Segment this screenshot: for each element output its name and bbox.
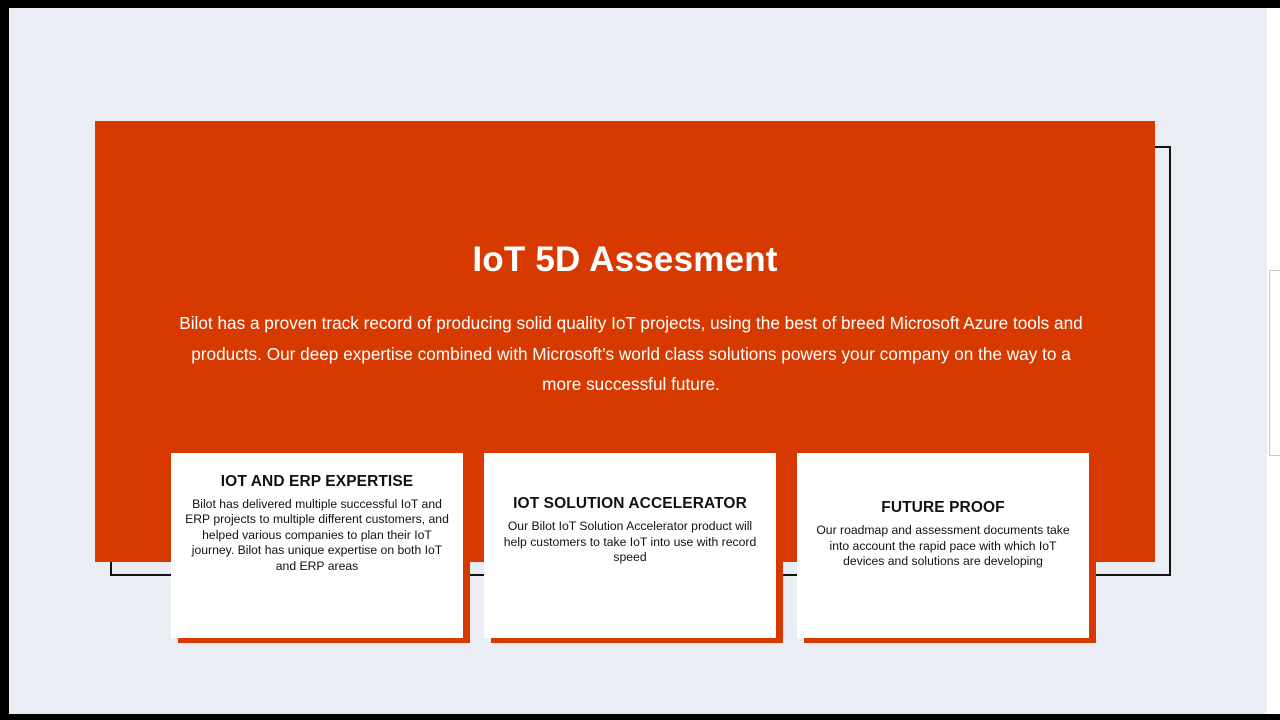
card-text: Bilot has delivered multiple successful IoT and ERP projects to multiple different customers, and helped various companies to plan their IoT journey. Bilot has unique expertise on both IoT and ERP areas bbox=[185, 496, 449, 573]
page-section bbox=[9, 8, 1267, 714]
card-iot-erp-expertise bbox=[171, 453, 463, 638]
scrollbar-thumb[interactable] bbox=[1269, 270, 1280, 456]
card-title: FUTURE PROOF bbox=[881, 499, 1005, 517]
card-title: IOT SOLUTION ACCELERATOR bbox=[513, 495, 747, 513]
card-text: Our roadmap and assessment documents take into account the rapid pace with which IoT devices and solutions are developing bbox=[816, 523, 1070, 569]
card-iot-solution-accelerator bbox=[484, 453, 776, 638]
hero-description: Bilot has a proven track record of producing solid quality IoT projects, using the best of breed Microsoft Azure tools and products. Our deep expertise combined with Microsoft’s world class solutions powers your company on the way to a more successful future. bbox=[179, 313, 1083, 394]
hero-title: IoT 5D Assesment bbox=[472, 240, 778, 279]
card-future-proof bbox=[797, 453, 1089, 638]
card-title: IOT AND ERP EXPERTISE bbox=[220, 472, 414, 490]
card-text: Our Bilot IoT Solution Accelerator product will help customers to take IoT into use with record speed bbox=[503, 519, 757, 565]
